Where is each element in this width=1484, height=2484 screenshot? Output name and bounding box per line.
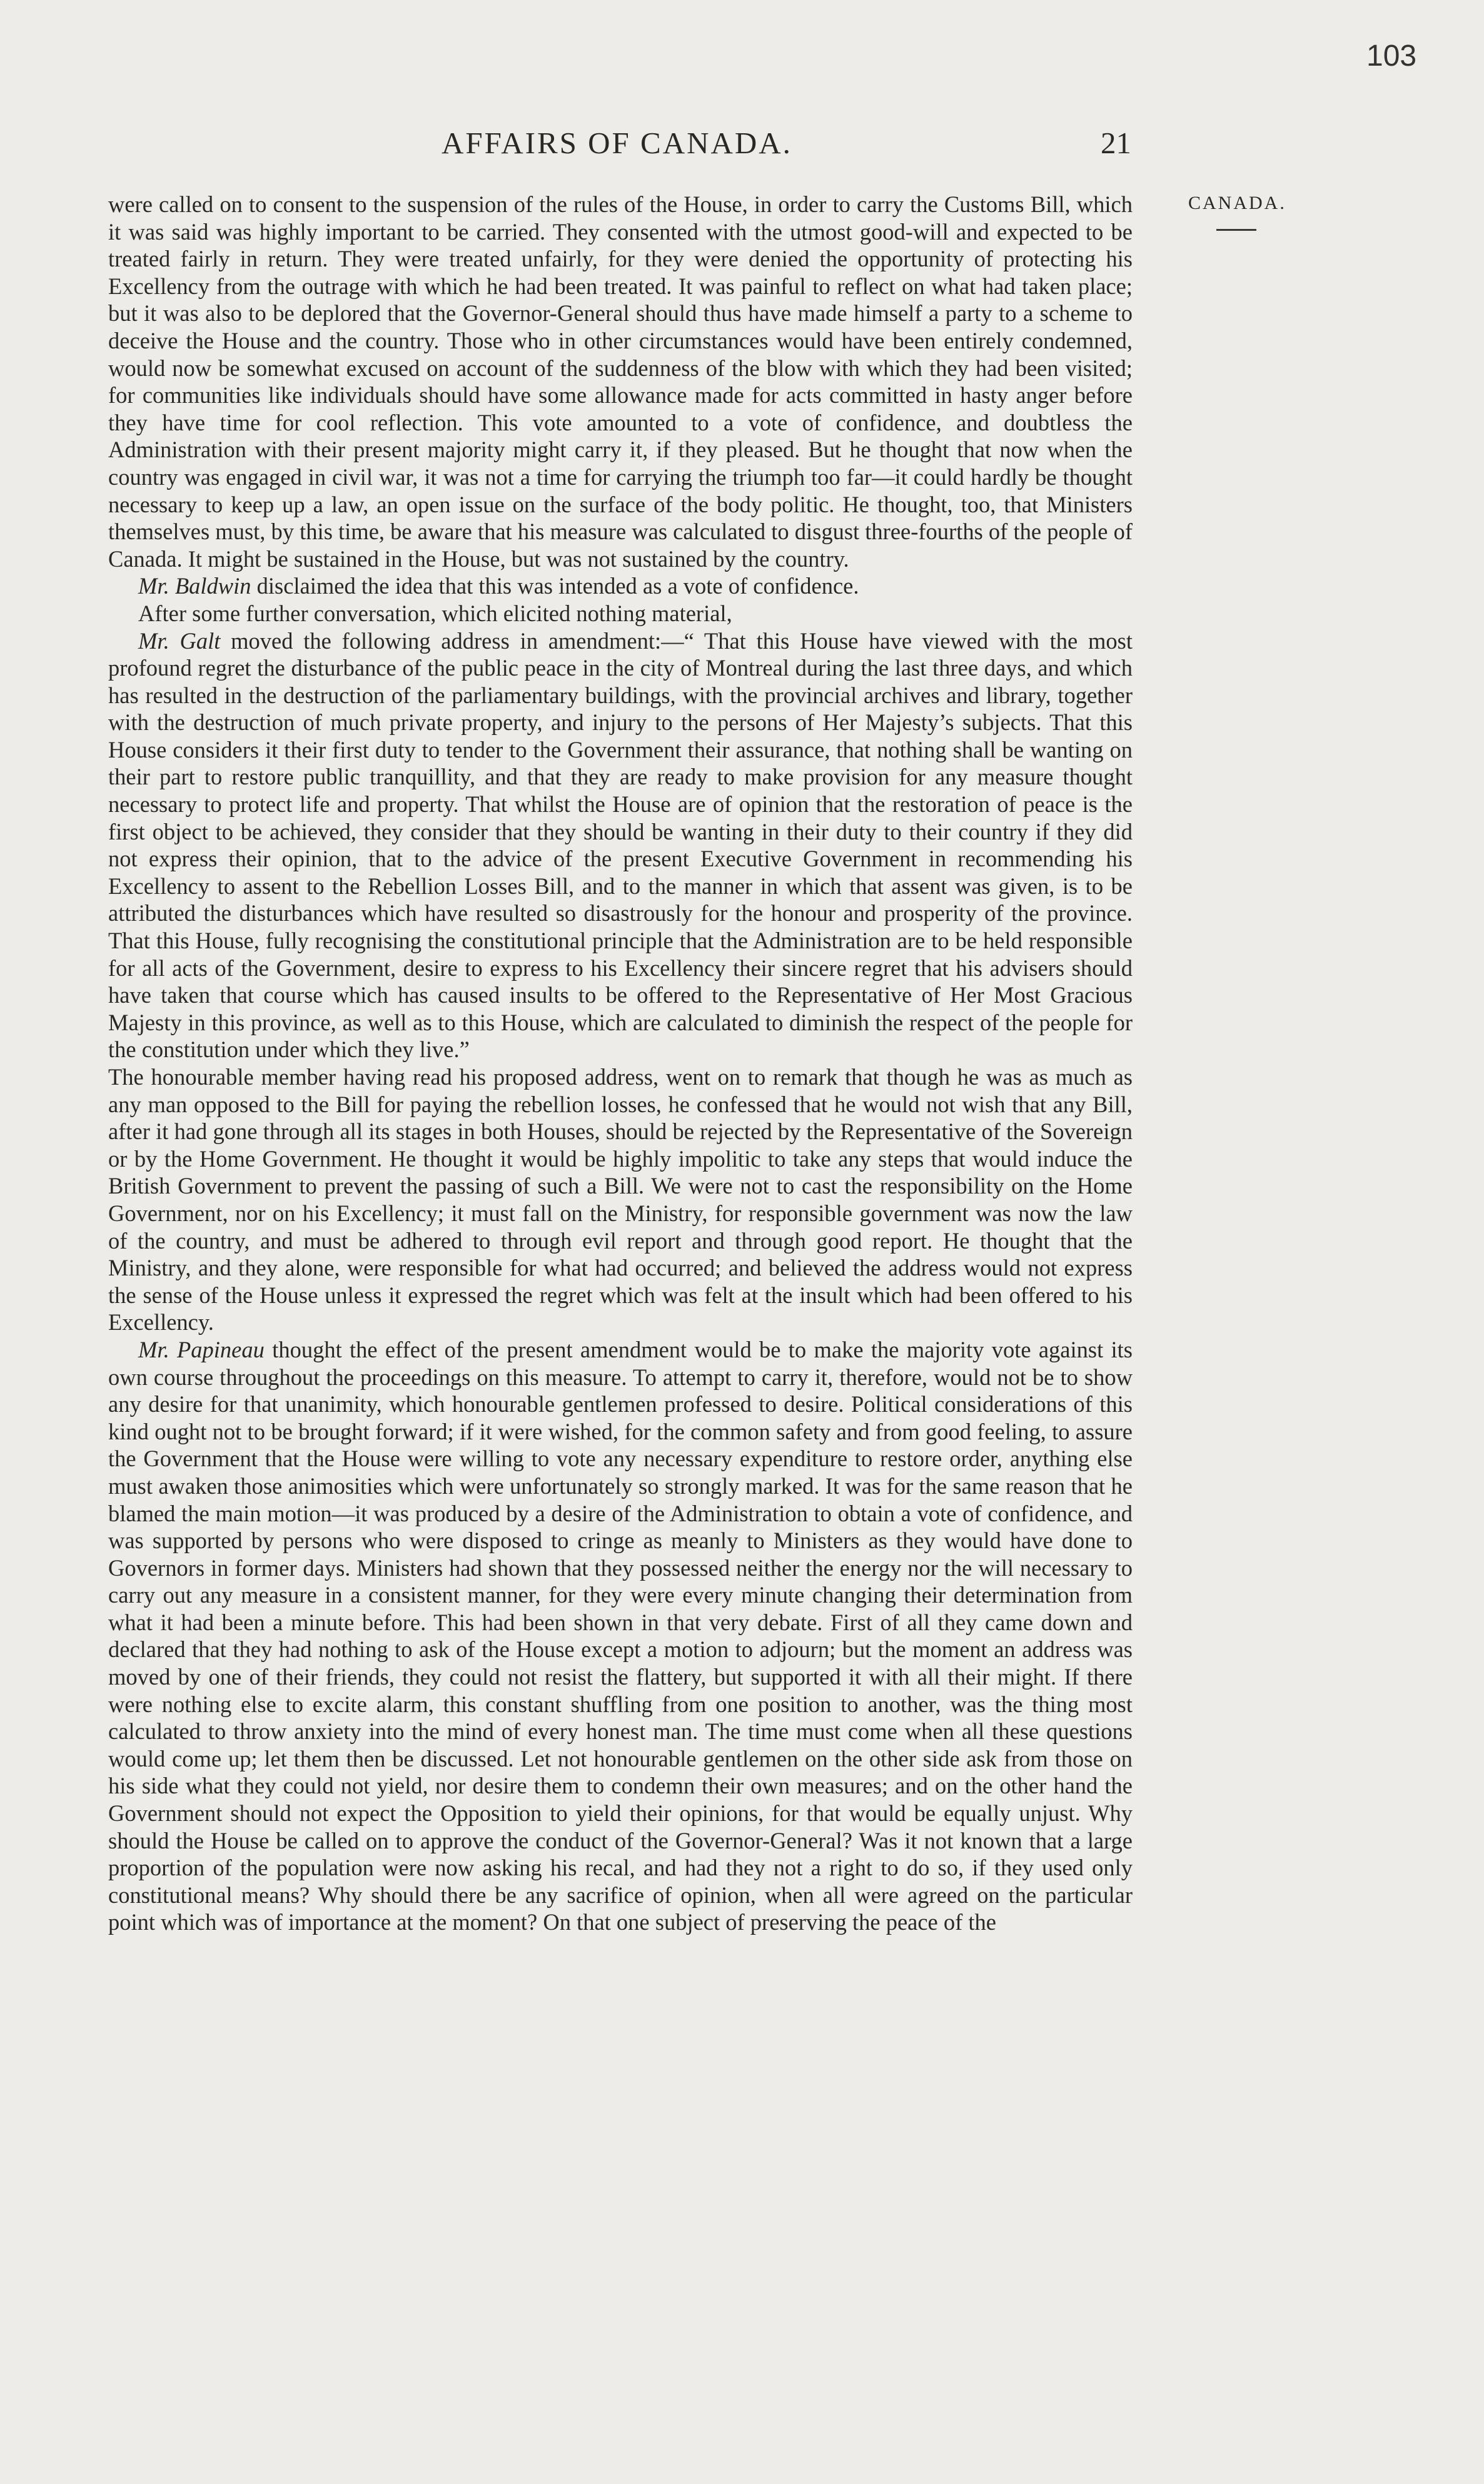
speaker-name: Mr. Galt	[138, 627, 221, 654]
paragraph	[108, 627, 1133, 1064]
paragraph	[108, 1063, 1133, 1336]
margin-note-rule	[1216, 229, 1256, 231]
paragraph-text: The honourable member having read his proposed address, went on to remark that though he was as much as any man opposed to the Bill for paying the rebellion losses, he confessed that he would not wish that any Bill, after it had gone through all its stages in both Houses, should be rejected by the Representative of the Sovereign or by the Home Government. He thought it would be highly impolitic to take any steps that would induce the British Government to prevent the passing of such a Bill. We were not to cast the responsibility on the Home Government, nor on his Excellency; it must fall on the Ministry, for responsible government was now the law of the country, and must be adhered to through evil report and through good report. He thought that the Ministry, and they alone, were responsible for what had occurred; and believed the address would not express the sense of the House unless it expressed the regret which was felt at the insult which had been offered to his Excellency.	[108, 1064, 1133, 1336]
paragraph-text: were called on to consent to the suspension of the rules of the House, in order to carry the Customs Bill, which it was said was highly important to be carried. They consented with the utmost good-will and expected to be treated fairly in return. They were treated unfairly, for they were denied the opportunity of protecting his Excellency from the outrage with which he had been treated. It was painful to reflect on what had taken place; but it was also to be deplored that the Governor-General should thus have made himself a party to a scheme to deceive the House and the country. Those who in other circumstances would have been entirely condemned, would now be somewhat excused on account of the suddenness of the blow with which they had been visited; for communities like individuals should have some allowance made for acts committed in hasty anger before they have time for cool reflection. This vote amounted to a vote of confidence, and doubtless the Administration with their present majority might carry it, if they pleased. But he thought that now when the country was engaged in civil war, it was not a time for carrying the triumph too far—it could hardly be thought necessary to keep up a law, an open issue on the surface of the body politic. He thought, too, that Ministers themselves must, by this time, be aware that his measure was calculated to disgust three-fourths of the people of Canada. It might be sustained in the House, but was not sustained by the country.	[108, 191, 1133, 572]
margin-note: CANADA.	[1188, 193, 1286, 213]
body-text	[108, 191, 1133, 1936]
paragraph	[108, 572, 1133, 600]
paragraph-text: moved the following address in amendment:—“ That this House have viewed with the most profound regret the disturbance of the public peace in the city of Montreal during the last three days, and which has resulted in the destruction of the parliamentary buildings, with the provincial archives and library, together with the destruction of much private property, and injury to the persons of Her Majesty’s subjects. That this House considers it their first duty to tender to the Government their assurance, that nothing shall be wanting on their part to restore public tranquillity, and that they are ready to make provision for any measure thought necessary to protect life and property. That whilst the House are of opinion that the restoration of peace is the first object to be achieved, they consider that they should be wanting in their duty to their country if they did not express their opinion, that to the advice of the present Executive Government in recommending his Excellency to assent to the Rebellion Losses Bill, and to the manner in which that assent was given, is to be attributed the disturbances which have resulted so disastrously for the honour and prosperity of the province. That this House, fully recognising the constitutional principle that the Administration are to be held responsible for all acts of the Government, desire to express to his Excellency their sincere regret that his advisers should have taken that course which has caused insults to be offered to the Representative of Her Most Gracious Majesty in this province, as well as to this House, which are calculated to diminish the respect of the people for the constitution under which they live.”	[108, 627, 1133, 1063]
paragraph	[108, 600, 1133, 627]
paragraph-text: thought the effect of the present amendment would be to make the majority vote against its own course throughout the proceedings on this measure. To attempt to carry it, therefore, would not be to show any desire for that unanimity, which honourable gentlemen professed to desire. Political considerations of this kind ought not to be brought forward; if it were wished, for the common safety and from good feeling, to assure the Government that the House were willing to vote any necessary expenditure to restore order, anything else must awaken those animosities which were unfortunately so strongly marked. It was for the same reason that he blamed the main motion—it was produced by a desire of the Administration to obtain a vote of confidence, and was supported by persons who were disposed to cringe as meanly to Ministers as they would have done to Governors in former days. Ministers had shown that they possessed neither the energy nor the will necessary to carry out any measure in a consistent manner, for they were every minute changing their determination from what it had been a minute before. This had been shown in that very debate. First of all they came down and declared that they had nothing to ask of the House except a motion to adjourn; but the moment an address was moved by one of their friends, they could not resist the flattery, but supported it with all their might. If there were nothing else to excite alarm, this constant shuffling from one position to another, was the thing most calculated to throw anxiety into the mind of every honest man. The time must come when all these questions would come up; let them then be discussed. Let not honourable gentlemen on the other side ask from those on his side what they could not yield, nor desire them to condemn their own measures; and on the other hand the Government should not expect the Opposition to yield their opinions, for that would be equally unjust. Why should the House be called on to approve the conduct of the Governor-General? Was it not known that a large proportion of the population were now asking his recal, and had they not a right to do so, if they used only constitutional means? Why should there be any sacrifice of opinion, when all were agreed on the particular point which was of importance at the moment? On that one subject of preserving the peace of the	[108, 1336, 1133, 1935]
page-number: 21	[1101, 126, 1131, 160]
paragraph-text: disclaimed the idea that this was intended as a vote of confidence.	[251, 573, 859, 599]
paragraph-text: After some further conversation, which elicited nothing material,	[138, 600, 732, 626]
running-head-title: AFFAIRS OF CANADA.	[442, 126, 792, 160]
speaker-name: Mr. Papineau	[138, 1336, 265, 1362]
speaker-name: Mr. Baldwin	[138, 573, 251, 599]
paragraph	[108, 191, 1133, 572]
paragraph	[108, 1336, 1133, 1936]
archive-page-number: 103	[1366, 39, 1417, 73]
